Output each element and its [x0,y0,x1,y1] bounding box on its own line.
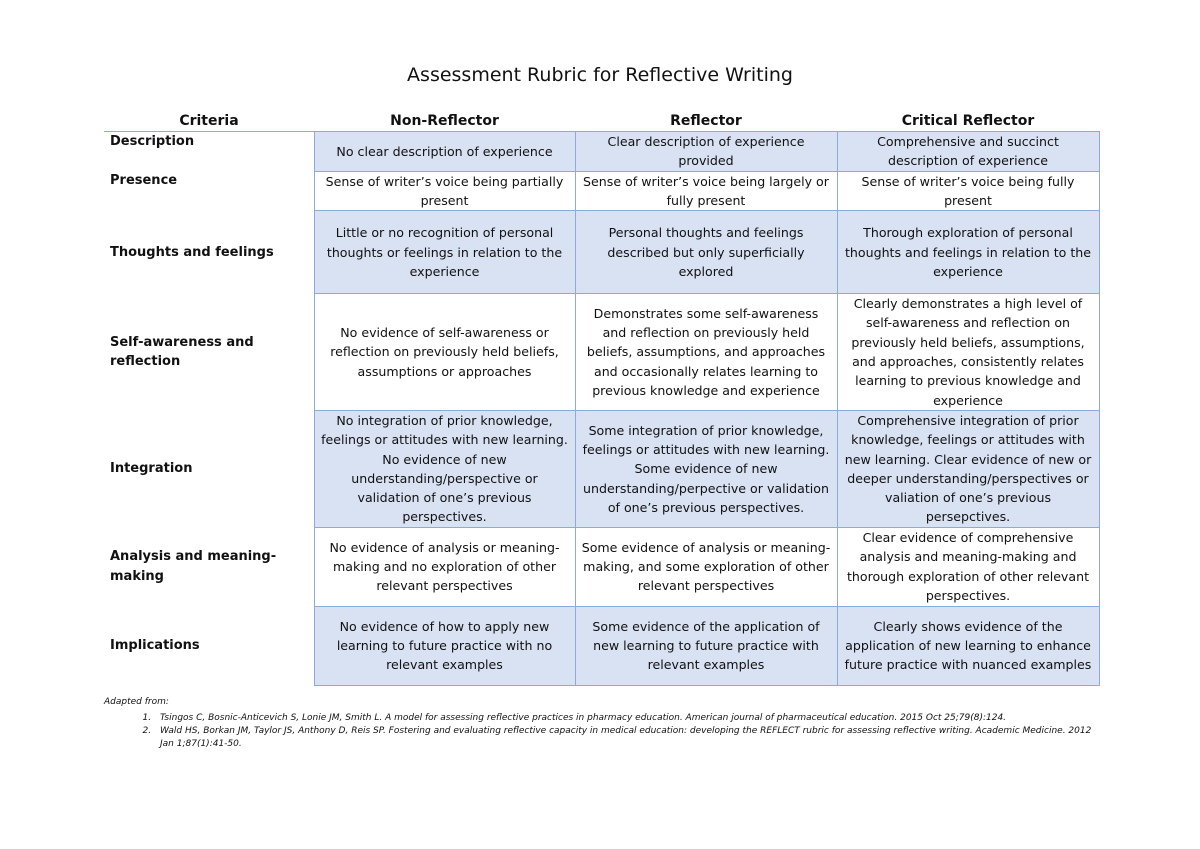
critical-reflector-cell: Sense of writer’s voice being fully present [837,171,1099,211]
criterion-label: Thoughts and feelings [110,244,274,260]
non-reflector-cell: Sense of writer’s voice being partially present [314,171,575,211]
criterion-label: Integration [110,461,193,477]
table-row [104,527,1099,606]
header-row [104,111,1099,132]
criterion-label: Presence [110,173,178,189]
non-reflector-cell: No evidence of analysis or meaning-making and no exploration of other relevant perspectives [314,527,575,606]
criterion-label: Description [110,134,195,149]
reflector-cell: Clear description of experience provided [575,132,837,172]
critical-reflector-cell: Clearly shows evidence of the application of new learning to enhance future practice with nuanced examples [837,606,1099,685]
document-title: Assessment Rubric for Reflective Writing [407,64,793,86]
reflector-cell: Demonstrates some self-awareness and reflection on previously held beliefs, assumptions, and approaches and occasionally relates learning to previous knowledge and experience [575,294,837,411]
reflector-cell: Some integration of prior knowledge, feelings or attitudes with new learning. Some evidence of new understanding/perpective or validation of one’s previous perspectives. [575,410,837,527]
criterion-label: Self-awareness and reflection [110,334,254,370]
non-reflector-cell: No evidence of how to apply new learning to future practice with no relevant examples [314,606,575,685]
table-row [104,211,1099,294]
non-reflector-cell: No clear description of experience [314,132,575,172]
reference-item: 1. Tsingos C, Bosnic-Anticevich S, Lonie JM, Smith L. A model for assessing reflective practices in pharmacy education. American journal of pharmaceutical education. 2015 Oct 25;79(8):124. [154,712,1104,725]
adapted-from-label: Adapted from: [104,697,169,707]
table-row [104,606,1099,685]
header-reflector: Reflector [575,111,837,132]
header-non-reflector: Non-Reflector [314,111,575,132]
reference-list [104,712,1104,751]
non-reflector-cell: No evidence of self-awareness or reflection on previously held beliefs, assumptions or approaches [314,294,575,411]
header-critical-reflector: Critical Reflector [837,111,1099,132]
criterion-label: Analysis and meaning-making [110,549,277,584]
reflector-cell: Some evidence of the application of new learning to future practice with relevant examples [575,606,837,685]
critical-reflector-cell: Clearly demonstrates a high level of self-awareness and reflection on previously held beliefs, assumptions, and approaches, consistently relates learning to previous knowledge and experience [837,294,1099,411]
reflector-cell: Some evidence of analysis or meaning-making, and some exploration of other relevant perspectives [575,527,837,606]
non-reflector-cell: No integration of prior knowledge, feelings or attitudes with new learning. No evidence of new understanding/perspective or validation of one’s previous perspectives. [314,410,575,527]
criterion-label: Implications [110,638,200,654]
critical-reflector-cell: Comprehensive and succinct description of experience [837,132,1099,172]
table-row [104,171,1099,211]
non-reflector-cell: Little or no recognition of personal thoughts or feelings in relation to the experience [314,211,575,294]
header-criteria: Criteria [104,111,314,132]
table-row [104,132,1099,172]
critical-reflector-cell: Thorough exploration of personal thoughts and feelings in relation to the experience [837,211,1099,294]
critical-reflector-cell: Comprehensive integration of prior knowledge, feelings or attitudes with new learning. Clear evidence of new or deeper understanding/perspectives or valiation of one’s previous persepctives. [837,410,1099,527]
rubric-table [104,111,1100,686]
table-row [104,294,1099,411]
reference-item: 2. Wald HS, Borkan JM, Taylor JS, Anthony D, Reis SP. Fostering and evaluating reflective capacity in medical education: developing the REFLECT rubric for assessing reflective writing. Academic Medicine. 2012 Jan 1;87(1):41-50. [154,725,1104,751]
reflector-cell: Sense of writer’s voice being largely or fully present [575,171,837,211]
critical-reflector-cell: Clear evidence of comprehensive analysis and meaning-making and thorough exploration of other relevant perspectives. [837,527,1099,606]
references-footer [104,696,1104,751]
table-row [104,410,1099,527]
reflector-cell: Personal thoughts and feelings described but only superficially explored [575,211,837,294]
